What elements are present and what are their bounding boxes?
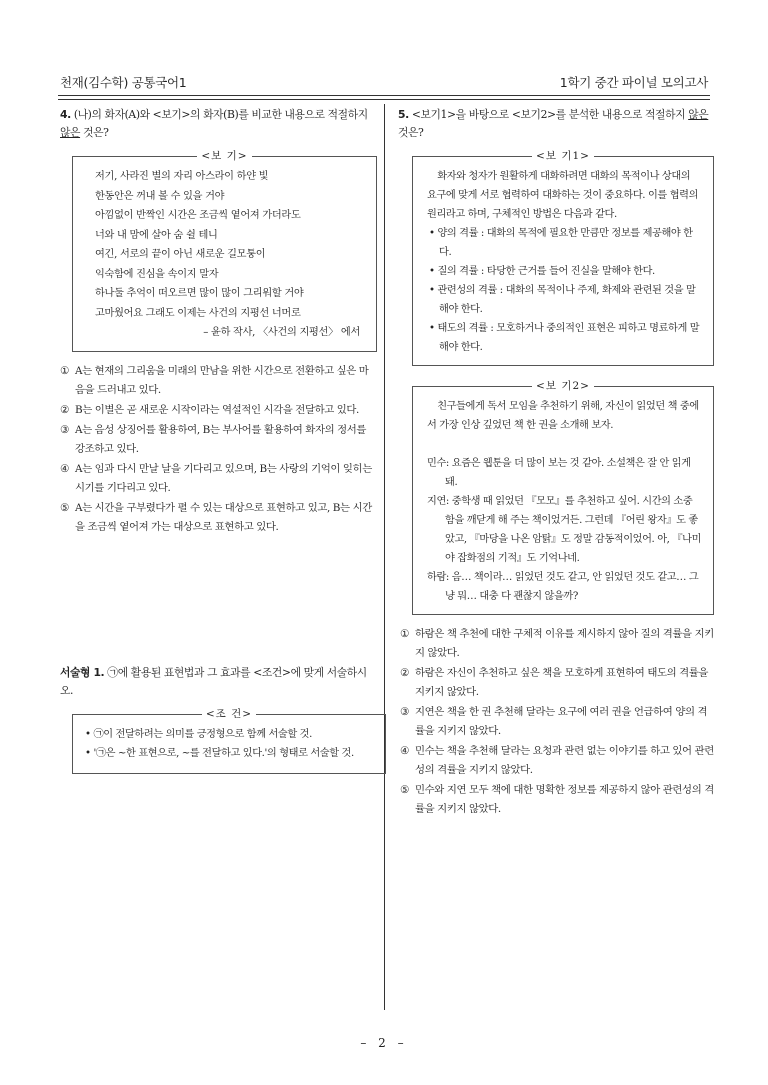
poem-line: 아낌없이 반짝인 시간은 조금씩 옅어져 가더라도 (95, 210, 301, 221)
maxim-item: • 양의 격률 : 대화의 목적에 필요한 만큼만 정보를 제공해야 한다. (429, 228, 693, 258)
poem-line: 여긴, 서로의 끝이 아닌 새로운 길모퉁이 (95, 249, 266, 260)
header-subject: 천재(김수학) 공통국어1 (60, 75, 187, 90)
essay-question-1 (60, 664, 378, 774)
condition-title: <조 건> (202, 708, 256, 720)
header-rule-thin (58, 99, 710, 100)
bogi1-intro: 화자와 청자가 원활하게 대화하려면 대화의 목적이나 상대의 요구에 맞게 서로 협력하여 대화하는 것이 중요하다. 이를 협력의 원리라고 하며, 구체적인 방법은 다음과 같다. (427, 171, 699, 220)
poem (87, 167, 364, 343)
dialogue-line: 민수: 요즘은 웹툰을 더 많이 보는 것 같아. 소설책은 잘 안 읽게 돼. (427, 458, 691, 488)
condition-item: • '㉠은 ~한 표현으로, ~를 전달하고 있다.'의 형태로 서술할 것. (85, 748, 354, 759)
dialogue-line: 지연: 중학생 때 읽었던 『모모』를 추천하고 싶어. 시간의 소중함을 깨닫게 해 주는 책이었거든. 그런데 『어린 왕자』도 좋았고, 『마당을 나온 암탉』도 정말 감동적이었어. 아, 『나미야 잡화점의 기적』도 기억나네. (427, 496, 702, 564)
bogi-title: <보 기> (197, 150, 251, 162)
answer-option-5[interactable]: ⑤ 민수와 지연 모두 책에 대한 명확한 정보를 제공하지 않아 관련성의 격률을 지키지 않았다. (400, 784, 714, 815)
answer-option-5[interactable]: ⑤ A는 시간을 구부렸다가 펼 수 있는 대상으로 표현하고 있고, B는 시간을 조금씩 옅어져 가는 대상으로 표현하고 있다. (60, 501, 372, 533)
dialogue-line: 하람: 음… 책이라… 읽었던 것도 같고, 안 읽었던 것도 같고… 그냥 뭐… 대충 다 괜찮지 않을까? (427, 572, 699, 602)
q4-bogi-box (72, 150, 377, 352)
essay-label: 서술형 1. (60, 666, 105, 679)
bogi2-title: <보 기2> (532, 380, 594, 392)
poem-line: 한동안은 꺼내 볼 수 있을 거야 (95, 190, 225, 202)
answer-option-1[interactable]: ① 하람은 책 추천에 대한 구체적 이유를 제시하지 않아 질의 격률을 지키지 않았다. (400, 628, 714, 659)
poem-line: 익숙함에 진심을 속이지 말자 (95, 268, 219, 280)
question-5-stem: 5. <보기1>을 바탕으로 <보기2>를 분석한 내용으로 적절하지 않은 것은? (398, 108, 709, 139)
maxim-item: • 태도의 격률 : 모호하거나 중의적인 표현은 피하고 명료하게 말해야 한다. (429, 323, 700, 353)
bogi2-intro: 친구들에게 독서 모임을 추천하기 위해, 자신이 읽었던 책 중에서 가장 인상 깊었던 책 한 권을 소개해 보자. (427, 401, 699, 431)
maxim-item: • 질의 격률 : 타당한 근거를 들어 진실을 말해야 한다. (429, 266, 655, 277)
condition-item: • ㉠이 전달하려는 의미를 긍정형으로 함께 서술할 것. (85, 729, 312, 740)
question-4 (60, 106, 378, 538)
header-exam-title: 1학기 중간 파이널 모의고사 (559, 75, 708, 90)
q5-bogi2-box (412, 380, 714, 615)
answer-option-1[interactable]: ① A는 현재의 그리움을 미래의 만남을 위한 시간으로 전환하고 싶은 마음을 드러내고 있다. (60, 364, 369, 396)
answer-option-2[interactable]: ② 하람은 자신이 추천하고 싶은 책을 모호하게 표현하여 태도의 격률을 지키지 않았다. (400, 667, 709, 698)
question-number: 4. (60, 108, 71, 121)
poem-source: – 윤하 작사, 〈사건의 지평선〉 에서 (203, 327, 360, 338)
q5-options (400, 625, 714, 819)
answer-option-2[interactable]: ② B는 이별은 곧 새로운 시작이라는 역설적인 시각을 전달하고 있다. (60, 403, 359, 416)
condition-box (72, 708, 386, 774)
question-4-stem: 4. (나)의 화자(A)와 <보기>의 화자(B)를 비교한 내용으로 적절하지 않은 것은? (60, 108, 368, 139)
essay-1-stem: 서술형 1. ㉠에 활용된 표현법과 그 효과를 <조건>에 맞게 서술하시오. (60, 666, 367, 697)
answer-option-3[interactable]: ③ 지연은 책을 한 권 추천해 달라는 요구에 여러 권을 언급하여 양의 격률을 지키지 않았다. (400, 706, 708, 737)
q5-bogi1-box (412, 150, 714, 366)
poem-line: 너와 내 맘에 살아 숨 쉴 테니 (95, 229, 218, 241)
question-number: 5. (398, 108, 409, 121)
column-divider (384, 104, 385, 1010)
page-number: – 2 – (360, 1036, 408, 1050)
maxim-item: • 관련성의 격률 : 대화의 목적이나 주제, 화제와 관련된 것을 말해야 한다. (429, 285, 696, 315)
answer-option-4[interactable]: ④ 민수는 책을 추천해 달라는 요청과 관련 없는 이야기를 하고 있어 관련성의 격률을 지키지 않았다. (400, 745, 714, 776)
question-5 (398, 106, 714, 820)
q4-options (60, 362, 378, 537)
poem-line: 저기, 사라진 별의 자리 아스라이 하얀 빛 (95, 171, 269, 182)
header-rule (58, 95, 710, 96)
poem-line: 고마웠어요 그래도 이제는 사건의 지평선 너머로 (95, 307, 301, 319)
poem-line: 하나둘 추억이 떠오르면 많이 많이 그리워할 거야 (95, 288, 304, 299)
answer-option-4[interactable]: ④ A는 임과 다시 만날 날을 기다리고 있으며, B는 사랑의 기억이 잊히는 시기를 기다리고 있다. (60, 462, 372, 494)
answer-option-3[interactable]: ③ A는 음성 상징어를 활용하여, B는 부사어를 활용하여 화자의 정서를 강조하고 있다. (60, 423, 367, 455)
bogi1-title: <보 기1> (532, 150, 594, 162)
